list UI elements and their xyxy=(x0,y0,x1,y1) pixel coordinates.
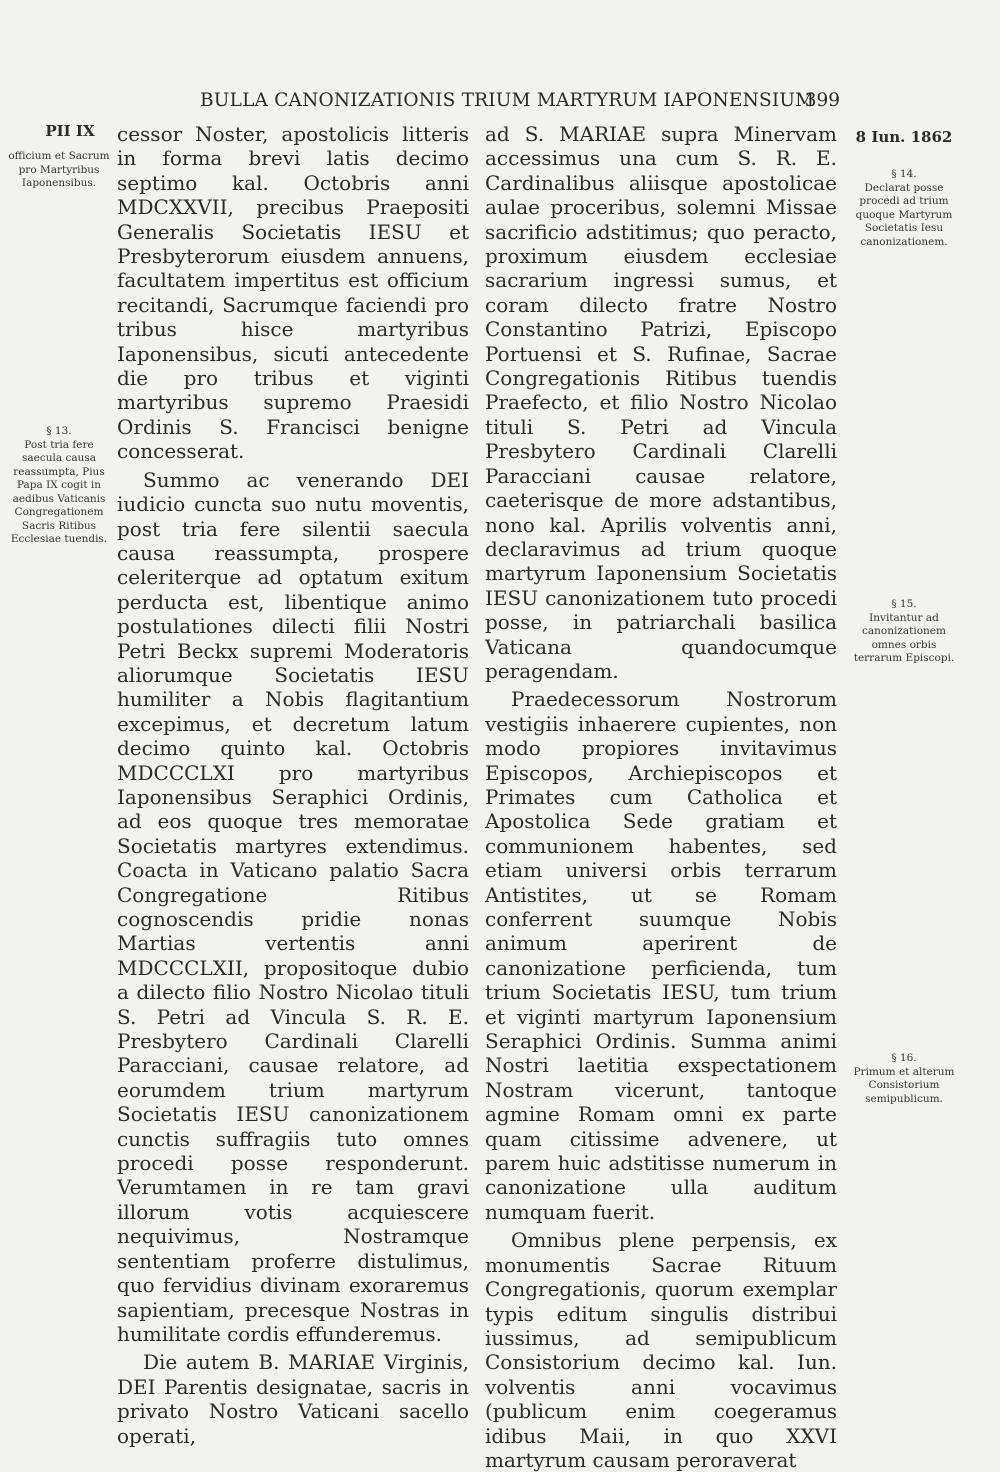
margin-note-text: officium et Sacrum pro Martyribus Iaponensibus. xyxy=(8,150,110,189)
paragraph: ad S. MARIAE supra Minervam accessimus una cum S. R. E. Cardinalibus aliisque apostolicae aulae proceribus, solemni Missae sacrificio adstitimus; quo peracto, proximum eiusdem ecclesiae sacrarium ingressi sumus, et coram dilecto fratre Nostro Constantino Patrizi, Episcopo Portuensi et S. Rufinae, Sacrae Congregationis Ritibus tuendis Praefecto, et filio Nostro Nicolao tituli S. Petri ad Vincula Presbytero Cardinali Clarelli Paracciani causae relatore, caeterisque de more adstantibus, nono kal. Aprilis volventis anni, declaravimus ad trium quoque martyrum Iaponensium Societatis IESU canonizationem tuto procedi posse, in patriarchali basilica Vaticana quandocumque peragendam. xyxy=(485,122,837,683)
text-column-right xyxy=(485,122,837,1472)
paragraph: Summo ac venerando DEI iudicio cuncta suo nutu moventis, post tria fere silentii saecula causa reassumpta, prospere celeriterque ad optatum exitum perducta est, libentique animo postulationes dilecti filii Nostri Petri Beckx supremi Moderatoris aliorumque Societatis IESU humiliter a Nobis flagitantium excepimus, et decretum latum decimo quinto kal. Octobris MDCCCLXI pro martyribus Iaponensibus Seraphici Ordinis, ad eos quoque tres memoratae Societatis martyres extendimus. Coacta in Vaticano palatio Sacra Congregatione Ritibus cognoscendis pridie nonas Martias vertentis anni MDCCCLXII, propositoque dubio a dilecto filio Nostro Nicolao tituli S. Petri ad Vincula S. R. E. Presbytero Cardinali Clarelli Paracciani, causae relatore, ad eorumdem trium martyrum Societatis IESU canonizationem cunctis suffragiis tuto omnes procedi posse responderunt. Verumtamen in re tam gravi illorum votis acquiescere nequivimus, Nostramque sententiam proferre distulimus, quo fervidius divinam exoraremus sapientiam, precesque Nostras in humilitate cordis effunderemus. xyxy=(117,467,469,1346)
margin-note-right-3 xyxy=(848,1052,960,1106)
text-column-left xyxy=(117,122,469,1448)
margin-note-section: § 15. xyxy=(891,598,917,610)
margin-note-text: Declarat posse procedi ad trium quoque Martyrum Societatis Iesu canonizationem. xyxy=(855,181,953,248)
right-running-date: 8 Iun. 1862 xyxy=(855,128,953,146)
margin-note-left-1 xyxy=(4,150,114,191)
page-number: 399 xyxy=(804,90,840,111)
paragraph: Praedecessorum Nostrorum vestigiis inhaerere cupientes, non modo propiores invitavimus Episcopos, Archiepiscopos et Primates cum Catholica et Apostolica Sede gratiam et communionem habentes, sed etiam universi orbis terrarum Antistites, ut se Romam conferrent suumque Nobis animum aperirent de canonizatione perficienda, tum trium Societatis IESU, tum trium et viginti martyrum Iaponensium Seraphici Ordinis. Summa animi Nostri laetitia exspectationem Nostram vicerunt, tantoque agmine Romam omni ex parte quam citissime advenere, ut parem huic adstitisse numerum in canonizatione ulla auditum numquam fuerit. xyxy=(485,687,837,1224)
margin-note-text: Invitantur ad canonizationem omnes orbis terrarum Episcopi. xyxy=(853,611,955,664)
margin-note-section: § 13. xyxy=(46,425,72,437)
paragraph: Omnibus plene perpensis, ex monumentis Sacrae Rituum Congregationis, quorum exemplar typis editum singulis distribui iussimus, ad semipublicum Consistorium decimo kal. Iun. volventis anni vocavimus (publicum enim coegeramus idibus Maii, in quo XXVI martyrum causam peroraverat xyxy=(485,1228,837,1472)
paragraph: cessor Noster, apostolicis litteris in forma brevi latis decimo septimo kal. Octobris anni MDCXXVII, precibus Praepositi Generalis Societatis IESU et Presbyterorum eiusdem annuens, facultatem impertitus est officium recitandi, Sacrumque faciendi pro tribus hisce martyribus Iaponensibus, sicuti antecedente die pro tribus et viginti martyribus supremo Praesidi Ordinis S. Francisci benigne concesserat. xyxy=(117,122,469,464)
margin-note-section: § 14. xyxy=(891,168,917,180)
left-running-head: PII IX xyxy=(45,122,95,140)
margin-note-text: Post tria fere saecula causa reassumpta, Pius Papa IX cogit in aedibus Vaticanis Congregationem Sacris Ritibus Ecclesiae tuendis. xyxy=(10,438,108,545)
margin-note-right-2 xyxy=(848,598,960,666)
margin-note-text: Primum et alterum Consistorium semipublicum. xyxy=(853,1065,955,1105)
running-head-title: BULLA CANONIZATIONIS TRIUM MARTYRUM IAPONENSIUM xyxy=(200,90,815,111)
margin-note-right-1 xyxy=(848,168,960,249)
margin-note-left-2 xyxy=(4,425,114,547)
margin-note-section: § 16. xyxy=(891,1052,917,1064)
paragraph: Die autem B. MARIAE Virginis, DEI Parentis designatae, sacris in privato Nostro Vaticani sacello operati, xyxy=(117,1350,469,1448)
